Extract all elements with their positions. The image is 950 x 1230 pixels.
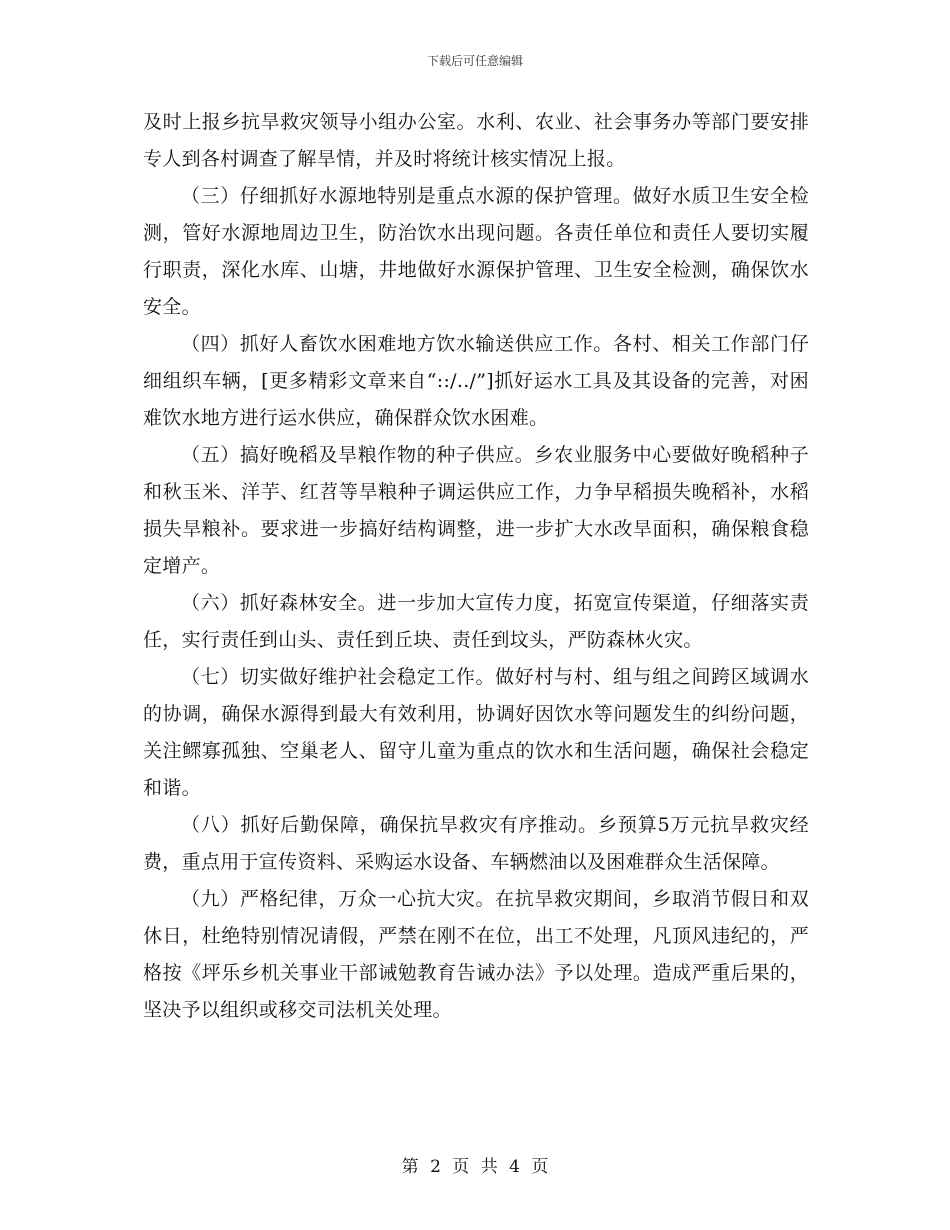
paragraph-section-5: （五）搞好晚稻及旱粮作物的种子供应。乡农业服务中心要做好晚稻种子和秋玉米、洋芋、红苕等旱粮种子调运供应工作，力争早稻损失晚稻补，水稻损失旱粮补。要求进一步搞好结构调整，进一步扩大水改旱面积，确保粮食稳定增产。 — [143, 444, 809, 577]
paragraph-section-6: （六）抓好森林安全。进一步加大宣传力度，拓宽宣传渠道，仔细落实责任，实行责任到山头、责任到丘块、责任到坟头，严防森林火灾。 — [143, 592, 809, 651]
paragraph-section-3: （三）仔细抓好水源地特别是重点水源的保护管理。做好水质卫生安全检测，管好水源地周边卫生，防治饮水出现问题。各责任单位和责任人要切实履行职责，深化水库、山塘，井地做好水源保护管理、卫生安全检测，确保饮水安全。 — [143, 185, 809, 318]
document-body — [143, 104, 809, 1029]
page-header-note: 下载后可任意编辑 — [426, 54, 523, 68]
paragraph-continuation: 及时上报乡抗旱救灾领导小组办公室。水利、农业、社会事务办等部门要安排专人到各村调查了解旱情，并及时将统计核实情况上报。 — [143, 111, 809, 170]
paragraph-section-4: （四）抓好人畜饮水困难地方饮水输送供应工作。各村、相关工作部门仔细组织车辆，[更多精彩文章来自“::/../”]抓好运水工具及其设备的完善，对困难饮水地方进行运水供应，确保群众饮水困难。 — [143, 333, 809, 429]
page-number-footer: 第 2 页 共 4 页 — [401, 1157, 549, 1177]
paragraph-section-7: （七）切实做好维护社会稳定工作。做好村与村、组与组之间跨区域调水的协调，确保水源得到最大有效利用，协调好因饮水等问题发生的纠纷问题，关注鳏寡孤独、空巢老人、留守儿童为重点的饮水和生活问题，确保社会稳定和谐。 — [143, 666, 809, 799]
paragraph-section-8: （八）抓好后勤保障，确保抗旱救灾有序推动。乡预算5万元抗旱救灾经费，重点用于宣传资料、采购运水设备、车辆燃油以及困难群众生活保障。 — [143, 814, 809, 873]
paragraph-section-9: （九）严格纪律，万众一心抗大灾。在抗旱救灾期间，乡取消节假日和双休日，杜绝特别情况请假，严禁在刚不在位，出工不处理，凡顶风违纪的，严格按《坪乐乡机关事业干部诫勉教育告诫办法》予以处理。造成严重后果的，坚决予以组织或移交司法机关处理。 — [143, 888, 809, 1021]
